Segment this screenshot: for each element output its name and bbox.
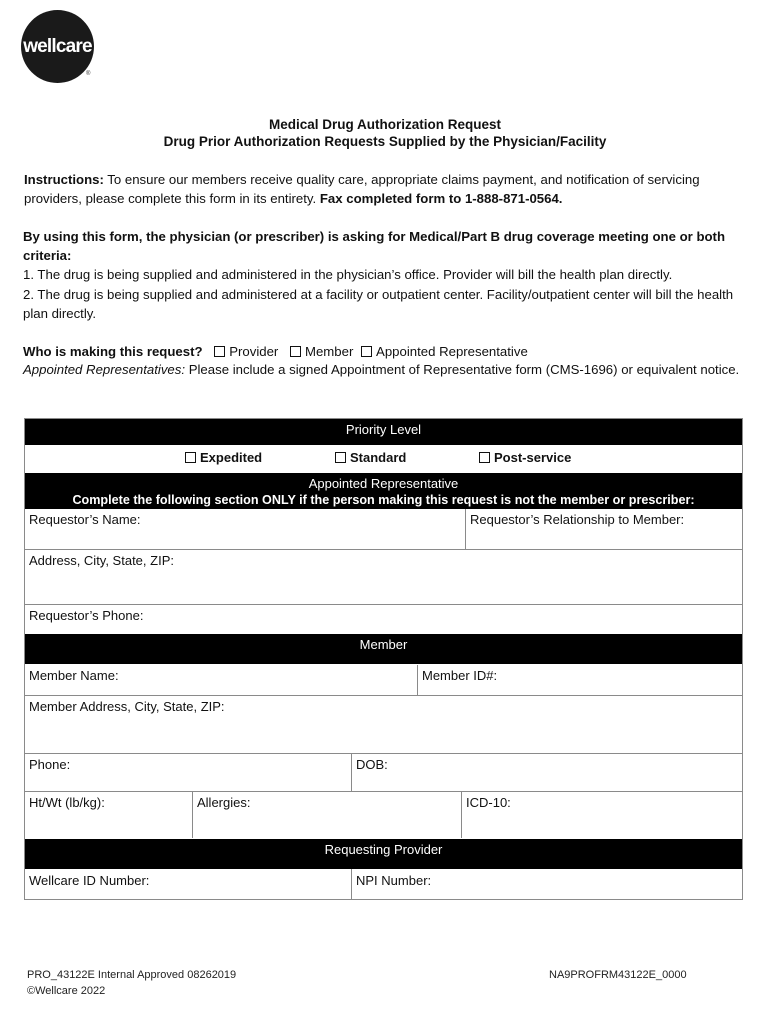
instructions bbox=[24, 171, 746, 208]
appointed-rep-note bbox=[23, 361, 745, 380]
expedited-checkbox[interactable] bbox=[185, 452, 196, 463]
logo-text: wellcare bbox=[23, 35, 92, 57]
appointed-rep-header bbox=[25, 473, 742, 509]
requesting-provider-header: Requesting Provider bbox=[25, 839, 742, 869]
instructions-label: Instructions: bbox=[24, 172, 104, 187]
appointed-rep-note-label: Appointed Representatives: bbox=[23, 362, 186, 377]
authorization-form-table bbox=[24, 418, 743, 900]
criteria-item-2: 2. The drug is being supplied and administered at a facility or outpatient center. Facility/outpatient center will bill the health plan directly. bbox=[23, 287, 734, 321]
standard-checkbox[interactable] bbox=[335, 452, 346, 463]
wellcare-logo bbox=[21, 10, 94, 83]
priority-level-header: Priority Level bbox=[25, 419, 742, 445]
requestor-phone-field[interactable]: Requestor’s Phone: bbox=[29, 608, 144, 623]
provider-checkbox[interactable] bbox=[214, 346, 225, 357]
member-phone-field[interactable]: Phone: bbox=[29, 757, 71, 772]
requestor-name-field[interactable]: Requestor’s Name: bbox=[29, 512, 141, 527]
post-service-label: Post-service bbox=[494, 450, 572, 465]
member-dob-field[interactable]: DOB: bbox=[356, 757, 388, 772]
requestor-address-field[interactable]: Address, City, State, ZIP: bbox=[29, 553, 174, 568]
requestor-relationship-field[interactable]: Requestor’s Relationship to Member: bbox=[470, 512, 685, 527]
member-name-field[interactable]: Member Name: bbox=[29, 668, 119, 683]
member-option-label: Member bbox=[304, 344, 354, 359]
requester-question-row bbox=[23, 343, 745, 362]
form-title: Medical Drug Authorization Request bbox=[268, 117, 501, 132]
priority-post-service bbox=[475, 447, 575, 468]
logo-trademark: ® bbox=[86, 71, 91, 77]
priority-expedited bbox=[181, 447, 266, 468]
post-service-checkbox[interactable] bbox=[479, 452, 490, 463]
fax-number: Fax completed form to 1-888-871-0564. bbox=[319, 190, 563, 206]
member-allergies-field[interactable]: Allergies: bbox=[197, 795, 251, 810]
expedited-label: Expedited bbox=[200, 450, 263, 465]
member-htwt-field[interactable]: Ht/Wt (lb/kg): bbox=[29, 795, 105, 810]
standard-label: Standard bbox=[350, 450, 407, 465]
form-subtitle: Drug Prior Authorization Requests Supplied by the Physician/Facility bbox=[163, 134, 607, 149]
member-icd10-field[interactable]: ICD-10: bbox=[466, 795, 511, 810]
criteria-intro: By using this form, the physician (or prescriber) is asking for Medical/Part B drug coverage meeting one or both criteria: bbox=[23, 229, 726, 263]
footer-left bbox=[27, 967, 236, 999]
appointed-rep-note-text: Please include a signed Appointment of Representative form (CMS-1696) or equivalent notice. bbox=[188, 362, 740, 377]
footer-form-id: NA9PROFRM43122E_0000 bbox=[549, 969, 687, 981]
criteria-item-1: 1. The drug is being supplied and administered in the physician’s office. Provider will bill the health plan directly. bbox=[23, 267, 673, 282]
npi-number-field[interactable]: NPI Number: bbox=[356, 873, 432, 888]
appointed-rep-title: Appointed Representative bbox=[308, 476, 459, 491]
footer-copyright: ©Wellcare 2022 bbox=[27, 985, 106, 997]
wellcare-id-field[interactable]: Wellcare ID Number: bbox=[29, 873, 150, 888]
instructions-text: To ensure our members receive quality care, appropriate claims payment, and notification of servicing providers, please complete this form in its entirety. bbox=[24, 172, 700, 206]
member-id-field[interactable]: Member ID#: bbox=[422, 668, 498, 683]
footer-form-code: PRO_43122E Internal Approved 08262019 bbox=[27, 969, 237, 981]
member-header: Member bbox=[25, 634, 742, 664]
member-checkbox[interactable] bbox=[290, 346, 301, 357]
appointed-rep-checkbox[interactable] bbox=[361, 346, 372, 357]
member-address-field[interactable]: Member Address, City, State, ZIP: bbox=[29, 699, 225, 714]
provider-option-label: Provider bbox=[229, 344, 279, 359]
priority-standard bbox=[331, 447, 410, 468]
requester-question: Who is making this request? bbox=[23, 344, 203, 359]
appointed-rep-option-label: Appointed Representative bbox=[376, 344, 528, 359]
appointed-rep-subheader: Complete the following section ONLY if the person making this request is not the member or prescriber: bbox=[72, 493, 695, 507]
